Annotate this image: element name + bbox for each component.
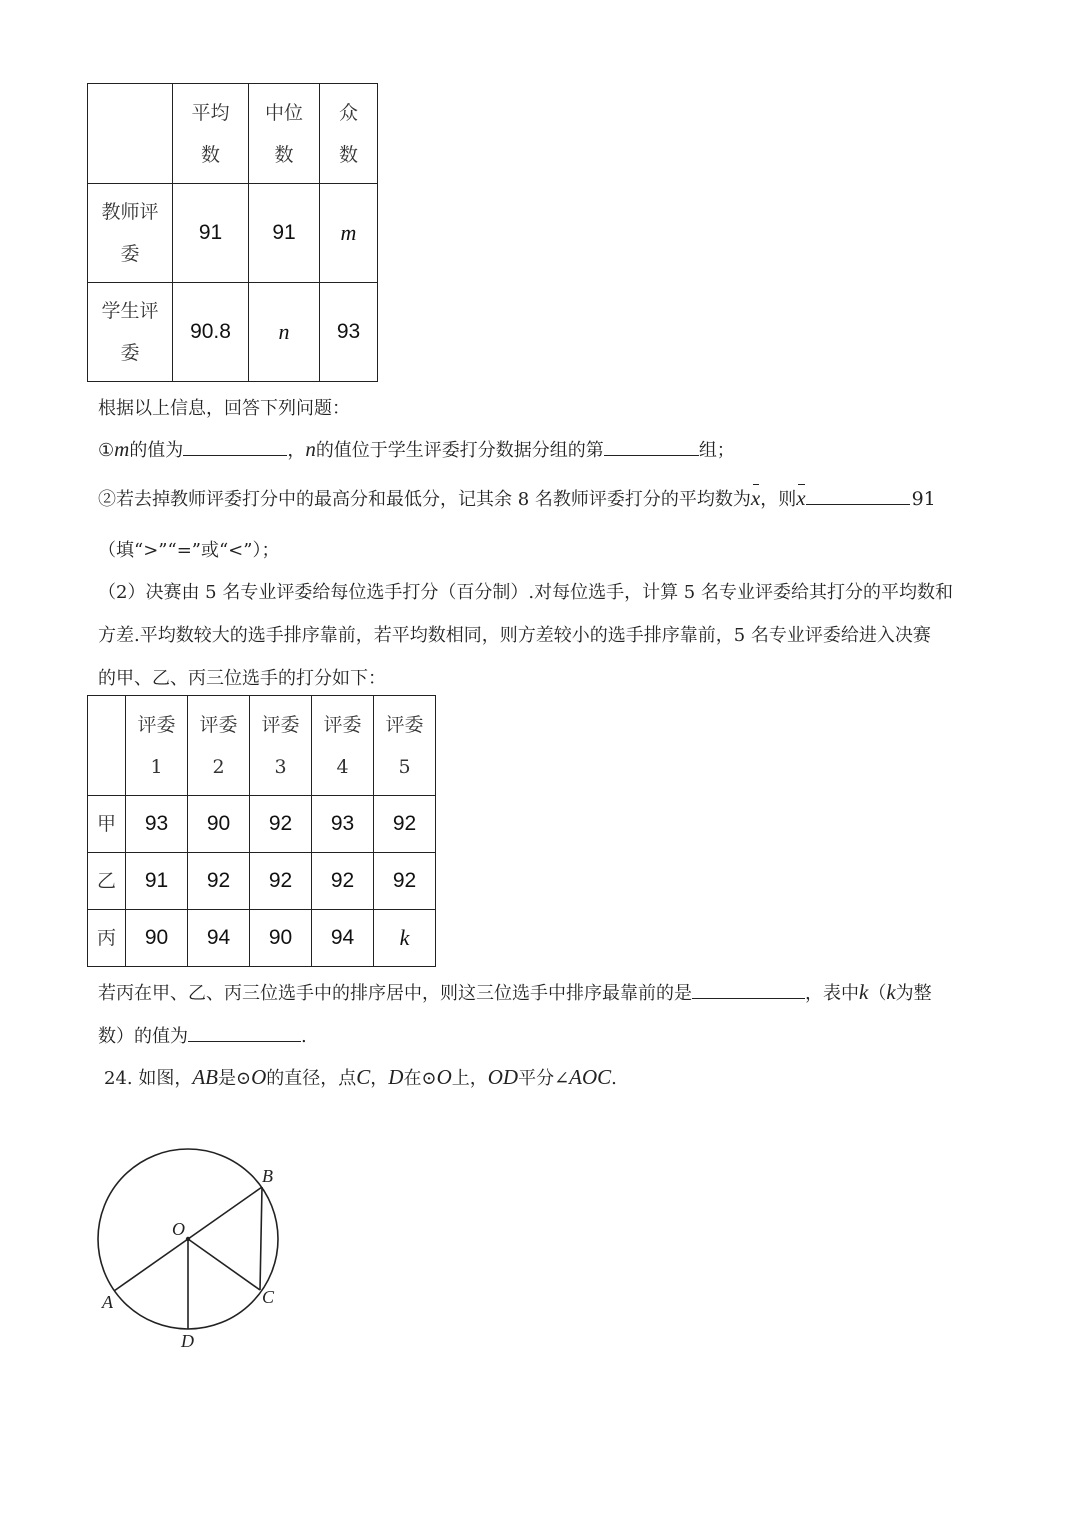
header-mode: 众 数 xyxy=(320,84,378,184)
center-point xyxy=(186,1237,190,1241)
var-k: k xyxy=(886,980,896,1004)
label-d: D xyxy=(181,1331,194,1351)
question-3-line2: 数）的值为 . xyxy=(98,1026,307,1047)
teacher-mean: 91 xyxy=(173,184,249,283)
answer-blank-m[interactable] xyxy=(183,439,287,456)
student-median: n xyxy=(249,283,320,382)
label-c: C xyxy=(262,1287,275,1307)
part2-line2: 方差.平均数较大的选手排序靠前，若平均数相同，则方差较小的选手排序靠前，5 名专业评委给进入决赛 xyxy=(98,625,931,646)
part2-line1: （2）决赛由 5 名专业评委给每位选手打分（百分制）.对每位选手，计算 5 名专业评委给其打分的平均数和 xyxy=(98,582,953,603)
header-judge-5: 评委 5 xyxy=(374,696,436,796)
part2-line3: 的甲、乙、丙三位选手的打分如下： xyxy=(98,668,386,689)
question-1: ①m的值为 ，n的值位于学生评委打分数据分组的第 组； xyxy=(98,437,735,461)
answer-blank-compare[interactable] xyxy=(806,488,910,505)
intro-text: 根据以上信息，回答下列问题： xyxy=(98,398,350,419)
score-cell: 93 xyxy=(126,796,188,853)
question-2-hint: （填“>”“=”或“<”）； xyxy=(98,540,280,561)
answer-blank-first[interactable] xyxy=(692,982,805,999)
score-cell: 90 xyxy=(126,910,188,967)
row-label-yi: 乙 xyxy=(88,853,126,910)
score-cell: 92 xyxy=(250,853,312,910)
student-mean: 90.8 xyxy=(173,283,249,382)
header-judge-2: 评委 2 xyxy=(188,696,250,796)
teacher-median: 91 xyxy=(249,184,320,283)
header-judge-1: 评委 1 xyxy=(126,696,188,796)
teacher-mode: m xyxy=(320,184,378,283)
circle-figure xyxy=(80,1140,320,1360)
table-row xyxy=(88,910,436,967)
score-cell: 93 xyxy=(312,796,374,853)
answer-blank-k[interactable] xyxy=(188,1025,301,1042)
row-label-jia: 甲 xyxy=(88,796,126,853)
row-label-student: 学生评 委 xyxy=(88,283,173,382)
score-cell: 92 xyxy=(374,796,436,853)
stats-table xyxy=(87,83,378,382)
header-judge-3: 评委 3 xyxy=(250,696,312,796)
question-3-line1: 若丙在甲、乙、丙三位选手中的排序居中，则这三位选手中排序最靠前的是 ，表中k（k为整 xyxy=(98,980,932,1004)
score-cell: 92 xyxy=(374,853,436,910)
score-cell: 90 xyxy=(188,796,250,853)
table-row xyxy=(88,853,436,910)
header-judge-4: 评委 4 xyxy=(312,696,374,796)
var-k: k xyxy=(859,980,869,1004)
table-row xyxy=(88,796,436,853)
header-median: 中位 数 xyxy=(249,84,320,184)
answer-blank-group[interactable] xyxy=(604,439,699,456)
var-m: m xyxy=(114,437,130,461)
header-mean: 平均 数 xyxy=(173,84,249,184)
question-24: 24. 如图，AB是⊙O的直径，点C，D在⊙O上，OD平分∠AOC. xyxy=(104,1065,617,1089)
row-label-teacher: 教师评 委 xyxy=(88,184,173,283)
score-cell: 92 xyxy=(312,853,374,910)
score-cell: 92 xyxy=(188,853,250,910)
score-cell: 94 xyxy=(312,910,374,967)
question-2: ②若去掉教师评委打分中的最高分和最低分，记其余 8 名教师评委打分的平均数为x，则x 91 xyxy=(98,486,936,510)
x-bar: x xyxy=(750,486,761,510)
score-cell-k: k xyxy=(374,910,436,967)
segment-oc xyxy=(188,1239,260,1290)
score-cell: 94 xyxy=(188,910,250,967)
label-o: O xyxy=(172,1219,185,1239)
student-mode: 93 xyxy=(320,283,378,382)
corner-cell xyxy=(88,84,173,184)
corner-cell xyxy=(88,696,126,796)
score-cell: 90 xyxy=(250,910,312,967)
scores-table xyxy=(87,695,436,967)
row-label-bing: 丙 xyxy=(88,910,126,967)
segment-bc xyxy=(260,1187,262,1290)
label-a: A xyxy=(102,1292,113,1312)
x-bar: x xyxy=(796,486,806,510)
score-cell: 91 xyxy=(126,853,188,910)
var-n: n xyxy=(305,437,316,461)
score-cell: 92 xyxy=(250,796,312,853)
label-b: B xyxy=(262,1166,273,1186)
